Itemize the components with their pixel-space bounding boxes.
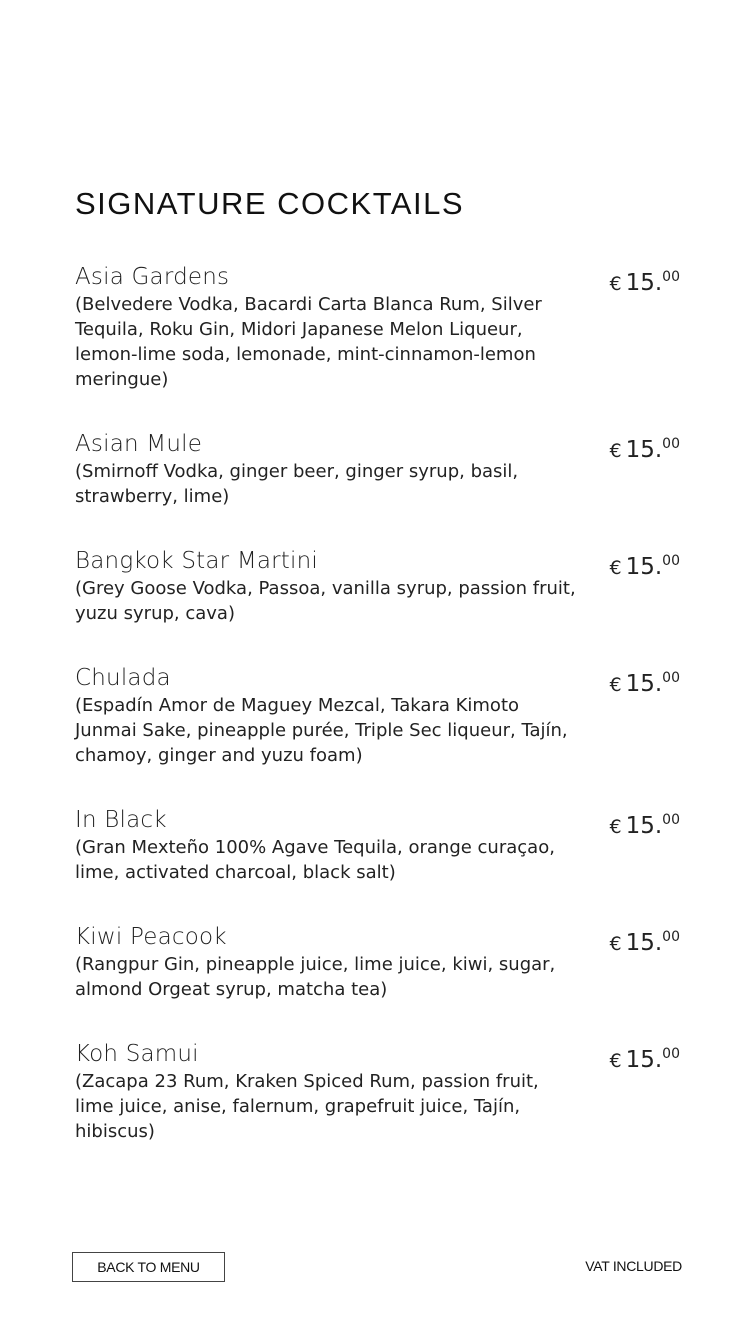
menu-item-koh-samui: [75, 1039, 685, 1144]
price-whole: 15.: [625, 270, 663, 296]
currency-symbol: €: [609, 933, 622, 955]
item-name: Asian Mule: [75, 431, 203, 457]
item-name: Bangkok Star Martini: [75, 548, 318, 574]
item-price: [610, 1039, 681, 1076]
price-cents: 00: [662, 436, 680, 452]
item-description: (Zacapa 23 Rum, Kraken Spiced Rum, passion fruit, lime juice, anise, falernum, grapefruit juice, Tajín, hibiscus): [75, 1071, 539, 1142]
menu-item-in-black: [75, 805, 685, 885]
currency-symbol: €: [609, 1050, 622, 1072]
menu-item-asia-gardens: [75, 262, 685, 392]
price-cents: 00: [662, 812, 680, 828]
item-description: (Gran Mexteño 100% Agave Tequila, orange curaçao, lime, activated charcoal, black salt): [75, 837, 555, 883]
item-description: (Rangpur Gin, pineapple juice, lime juice, kiwi, sugar, almond Orgeat syrup, matcha tea): [75, 954, 556, 1000]
item-price: [610, 546, 681, 583]
menu-item-chulada: [75, 663, 685, 768]
price-cents: 00: [662, 670, 680, 686]
item-price: [610, 663, 681, 700]
menu-item-kiwi-peacook: [75, 922, 685, 1002]
item-description: (Smirnoff Vodka, ginger beer, ginger syrup, basil, strawberry, lime): [75, 461, 519, 507]
price-cents: 00: [662, 929, 680, 945]
price-whole: 15.: [625, 437, 663, 463]
back-to-menu-button[interactable]: BACK TO MENU: [72, 1252, 225, 1282]
currency-symbol: €: [609, 674, 622, 696]
item-name: Kiwi Peacook: [75, 924, 227, 950]
price-whole: 15.: [625, 813, 663, 839]
price-whole: 15.: [625, 671, 663, 697]
currency-symbol: €: [609, 440, 622, 462]
item-description: (Grey Goose Vodka, Passoa, vanilla syrup, passion fruit, yuzu syrup, cava): [75, 578, 576, 624]
price-whole: 15.: [625, 1047, 663, 1073]
currency-symbol: €: [609, 557, 622, 579]
item-price: [610, 429, 681, 466]
item-price: [610, 922, 681, 959]
item-name: Asia Gardens: [75, 264, 230, 290]
menu-item-asian-mule: [75, 429, 685, 509]
currency-symbol: €: [609, 273, 622, 295]
item-name: Koh Samui: [75, 1041, 199, 1067]
section-title: SIGNATURE COCKTAILS: [75, 186, 465, 221]
price-whole: 15.: [625, 554, 663, 580]
item-price: [610, 262, 681, 299]
price-whole: 15.: [625, 930, 663, 956]
price-cents: 00: [662, 1046, 680, 1062]
item-name: In Black: [75, 807, 167, 833]
item-description: (Belvedere Vodka, Bacardi Carta Blanca Rum, Silver Tequila, Roku Gin, Midori Japanese Melon Liqueur, lemon-lime soda, lemonade, mint-cinnamon-lemon meringue): [75, 294, 542, 390]
item-name: Chulada: [75, 665, 171, 691]
currency-symbol: €: [609, 816, 622, 838]
price-cents: 00: [662, 269, 680, 285]
cocktail-list: [75, 262, 685, 1181]
menu-item-bangkok-star-martini: [75, 546, 685, 626]
item-description: (Espadín Amor de Maguey Mezcal, Takara Kimoto Junmai Sake, pineapple purée, Triple Sec liqueur, Tajín, chamoy, ginger and yuzu foam): [75, 695, 568, 766]
price-cents: 00: [662, 553, 680, 569]
vat-included-note: VAT INCLUDED: [585, 1258, 682, 1274]
item-price: [610, 805, 681, 842]
